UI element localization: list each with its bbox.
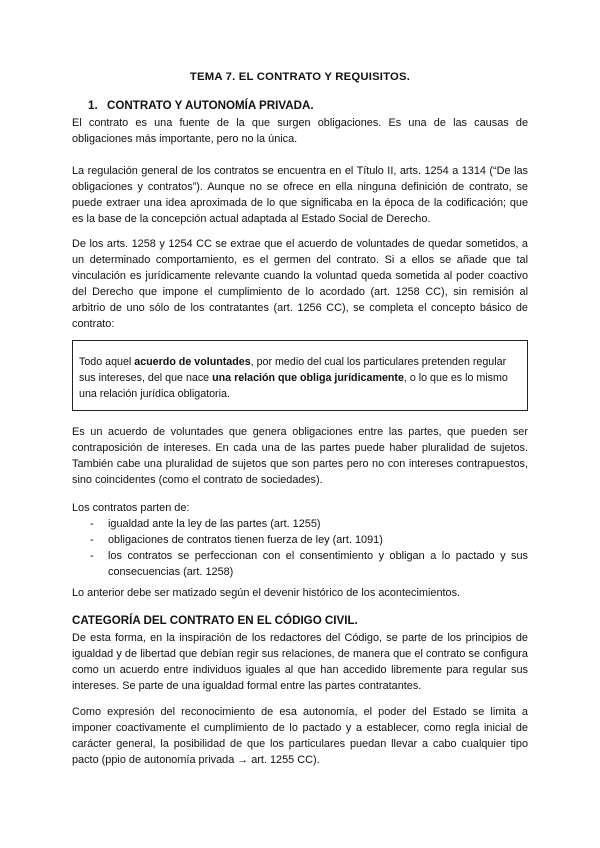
paragraph-autonomia-expression: Como expresión del reconocimiento de esa autonomía, el poder del Estado se limita a imponer coactivamente el cumplimiento de lo pactado y a establecer, como regla inicial de carácter general, la posibilidad de que los particulares puedan llevar a cabo cualquier tipo pacto (ppio de autonomía privada → art. 1255 CC).	[72, 706, 528, 767]
list-item: - igualdad ante la ley de las partes (art. 1255)	[90, 518, 321, 531]
paragraph-arts-1258-1254: De los arts. 1258 y 1254 CC se extrae que el acuerdo de voluntades de quedar sometidos, a un determinado comportamiento, es el germen del contrato. Si a ellos se añade que tal vinculación es jurídicamente relevante cuando la voluntad queda sometida al poder coactivo del Derecho que impone el cumplimiento de lo acordado (art. 1258 CC), sin remisión al arbitrio de uno sólo de los contratantes (art. 1256 CC), se completa el concepto básico de contrato:	[72, 238, 528, 331]
section-1-heading	[88, 99, 314, 112]
list-item: - obligaciones de contratos tienen fuerza de ley (art. 1091)	[90, 534, 383, 547]
definition-bold-relacion: una relación que obliga jurídicamente	[212, 372, 404, 384]
list-item: - los contratos se perfeccionan con el consentimiento y obligan a lo pactado y sus consecuencias (art. 1258)	[90, 550, 528, 579]
definition-text: Todo aquel acuerdo de voluntades, por medio del cual los particulares pretenden regular sus intereses, del que nace una relación que obliga jurídicamente, o lo que es lo mismo una relación jurídica obligatoria.	[79, 356, 508, 400]
section-2-heading: CATEGORÍA DEL CONTRATO EN EL CÓDIGO CIVIL.	[72, 614, 358, 627]
contract-principles-list	[72, 500, 528, 580]
definition-box	[72, 340, 528, 411]
paragraph-contract-source: El contrato es una fuente de la que surgen obligaciones. Es una de las causas de obligaciones más importante, pero no la única.	[72, 117, 528, 146]
paragraph-general-regulation: La regulación general de los contratos se encuentra en el Título II, arts. 1254 a 1314 (“De las obligaciones y contratos”). Aunque no se ofrece en ella ninguna definición de contrato, se puede extraer una idea aproximada de lo que significaba en la época de la codificación; que es la base de la concepción actual adaptada al Estado Social de Derecho.	[72, 165, 528, 226]
paragraph-codigo-inspiration: De esta forma, en la inspiración de los redactores del Código, se parte de los principios de igualdad y de libertad que debían regir sus relaciones, de manera que el contrato se configura como un acuerdo entre individuos iguales al que han accedido libremente para regular sus intereses. Se parte de una igualdad formal entre las partes contratantes.	[72, 632, 528, 693]
definition-bold-acuerdo: acuerdo de voluntades	[134, 356, 251, 368]
section-1-heading-text: CONTRATO Y AUTONOMÍA PRIVADA.	[107, 99, 314, 112]
section-1-number: 1.	[88, 99, 98, 112]
document-title: TEMA 7. EL CONTRATO Y REQUISITOS.	[189, 71, 411, 83]
paragraph-acuerdo-voluntades: Es un acuerdo de voluntades que genera obligaciones entre las partes, que pueden ser contraposición de intereses. En cada una de las partes puede haber pluralidad de sujetos. También cabe una pluralidad de sujetos que son partes pero no con intereses contrapuestos, sino coincidentes (como el contrato de sociedades).	[72, 426, 528, 487]
list-intro: Los contratos parten de:	[72, 502, 190, 514]
paragraph-closing-note: Lo anterior debe ser matizado según el devenir histórico de los acontecimientos.	[72, 587, 461, 599]
